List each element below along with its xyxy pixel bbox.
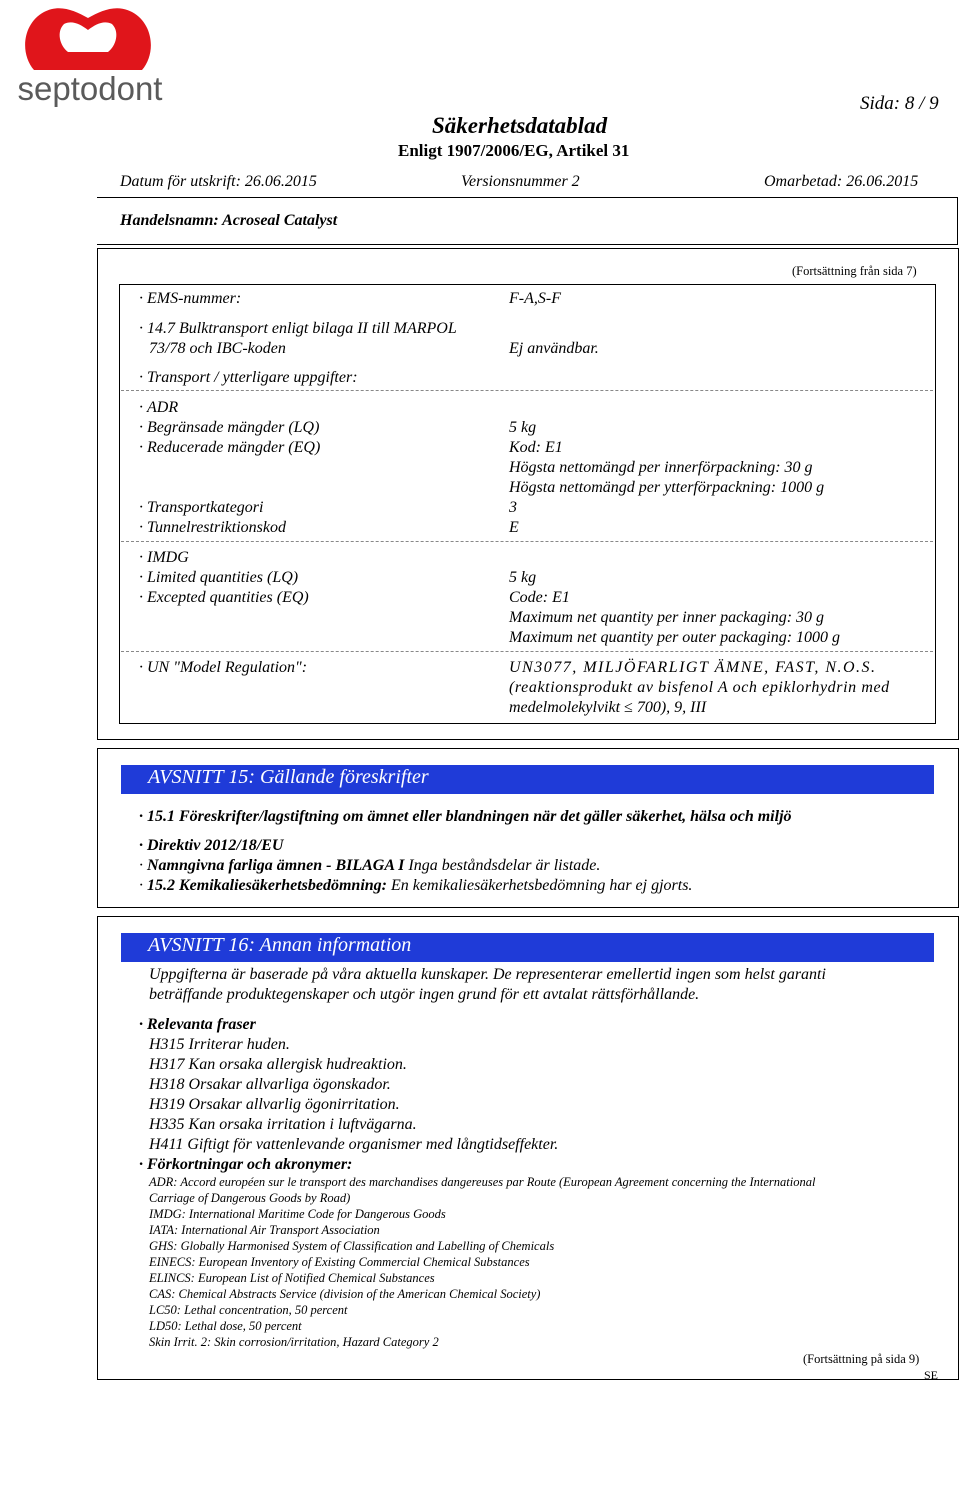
abbr-item: EINECS: European Inventory of Existing Commercial Chemical Substances [149,1255,530,1269]
un-value-3: medelmolekylvikt ≤ 700), 9, III [509,699,707,716]
adr-eq-value-1: Kod: E1 [509,439,563,456]
assessment-value: En kemikaliesäkerhetsbedömning har ej gjorts. [391,877,693,894]
phrase-item: H318 Orsakar allvarliga ögonskador. [149,1076,391,1093]
section-16-heading-bar [121,933,934,962]
imdg-heading: · IMDG [139,549,189,567]
abbr-item: Skin Irrit. 2: Skin corrosion/irritation, Hazard Category 2 [149,1335,439,1349]
abbr-item: LD50: Lethal dose, 50 percent [149,1319,302,1333]
abbr-item: IATA: International Air Transport Association [149,1223,380,1237]
phrases-label: · Relevanta fraser [139,1016,256,1034]
page-number: Sida: 8 / 9 [860,93,939,114]
phrase-item: H411 Giftigt för vattenlevande organismer med långtidseffekter. [149,1136,559,1153]
annex-value: Inga beståndsdelar är listade. [408,857,601,874]
abbr-label: · Förkortningar och akronymer: [139,1156,352,1174]
phrase-item: H315 Irriterar huden. [149,1036,290,1053]
country-code: SE [924,1368,939,1382]
intro-line-2: beträffande produktegenskaper och utgör ingen grund för ett avtalat rättsförhållande. [149,986,700,1003]
section-15-heading-bar [121,765,934,794]
un-value-1: UN3077, MILJÖFARLIGT ÄMNE, FAST, N.O.S. [509,659,877,676]
abbr-item: LC50: Lethal concentration, 50 percent [149,1303,348,1317]
revised-date: Omarbetad: 26.06.2015 [764,173,919,190]
section-16-heading: AVSNITT 16: Annan information [148,934,412,956]
section-15-heading: AVSNITT 15: Gällande föreskrifter [148,766,429,788]
abbr-item: IMDG: International Maritime Code for Dangerous Goods [149,1207,446,1221]
abbr-item: ADR: Accord européen sur le transport des marchandises dangereuses par Route (European Agreement concerning the International [149,1175,816,1189]
adr-tunnel-label: · Tunnelrestriktionskod [139,519,286,537]
regulation-15-1: · 15.1 Föreskrifter/lagstiftning om ämnet eller blandningen när det gäller säkerhet, hälsa och miljö [139,808,792,826]
un-value-2: (reaktionsprodukt av bisfenol A och epiklorhydrin med [509,679,890,696]
assessment-label: 15.2 Kemikaliesäkerhetsbedömning: [147,877,387,894]
septodont-logo [4,6,176,128]
divider [121,390,933,391]
adr-eq-value-3: Högsta nettomängd per ytterförpackning: 1000 g [509,479,825,496]
annex-line [139,857,600,875]
intro-line-1: Uppgifterna är baserade på våra aktuella kunskaper. De representerar emellertid ingen som helst garanti [149,966,826,983]
abbr-item: ELINCS: European List of Notified Chemical Substances [149,1271,435,1285]
abbr-item: CAS: Chemical Abstracts Service (division of the American Chemical Society) [149,1287,541,1301]
imdg-eq-label: · Excepted quantities (EQ) [139,589,309,607]
annex-label: Namngivna farliga ämnen - BILAGA I [147,857,405,874]
bulk-label-1: · 14.7 Bulktransport enligt bilaga II till MARPOL [139,320,457,338]
assessment-line [139,877,692,895]
adr-tunnel-value: E [509,519,519,536]
adr-lq-value: 5 kg [509,419,537,436]
imdg-lq-value: 5 kg [509,569,537,586]
imdg-eq-value-3: Maximum net quantity per outer packaging: 1000 g [509,629,841,646]
ems-value: F-A,S-F [509,290,561,307]
adr-cat-label: · Transportkategori [139,499,263,517]
document-title: Säkerhetsdatablad [432,113,608,138]
logo-text: septodont [17,70,163,107]
continued-from: (Fortsättning från sida 7) [792,264,917,278]
continued-on: (Fortsättning på sida 9) [803,1352,920,1366]
ems-label: · EMS-nummer: [139,290,241,308]
trade-name: Handelsnamn: Acroseal Catalyst [120,212,338,229]
un-label: · UN "Model Regulation": [139,659,307,677]
adr-lq-label: · Begränsade mängder (LQ) [139,419,319,437]
phrase-item: H319 Orsakar allvarlig ögonirritation. [149,1096,400,1113]
adr-eq-label: · Reducerade mängder (EQ) [139,439,320,457]
directive: · Direktiv 2012/18/EU [139,837,283,855]
transport-label: · Transport / ytterligare uppgifter: [139,369,358,387]
print-date: Datum för utskrift: 26.06.2015 [120,173,317,190]
adr-cat-value: 3 [509,499,517,516]
bulk-label-2: 73/78 och IBC-koden [149,340,286,357]
imdg-lq-label: · Limited quantities (LQ) [139,569,298,587]
divider [121,541,933,542]
bulk-value: Ej användbar. [509,340,599,357]
document-subtitle: Enligt 1907/2006/EG, Artikel 31 [398,141,630,160]
imdg-eq-value-2: Maximum net quantity per inner packaging: 30 g [509,609,825,626]
adr-eq-value-2: Högsta nettomängd per innerförpackning: 30 g [509,459,813,476]
version-number: Versionsnummer 2 [461,173,580,190]
abbr-item: Carriage of Dangerous Goods by Road) [149,1191,351,1205]
adr-heading: · ADR [139,399,178,417]
phrase-item: H335 Kan orsaka irritation i luftvägarna. [149,1116,417,1133]
imdg-eq-value-1: Code: E1 [509,589,570,606]
abbr-item: GHS: Globally Harmonised System of Classification and Labelling of Chemicals [149,1239,555,1253]
divider [121,651,933,652]
phrase-item: H317 Kan orsaka allergisk hudreaktion. [149,1056,407,1073]
